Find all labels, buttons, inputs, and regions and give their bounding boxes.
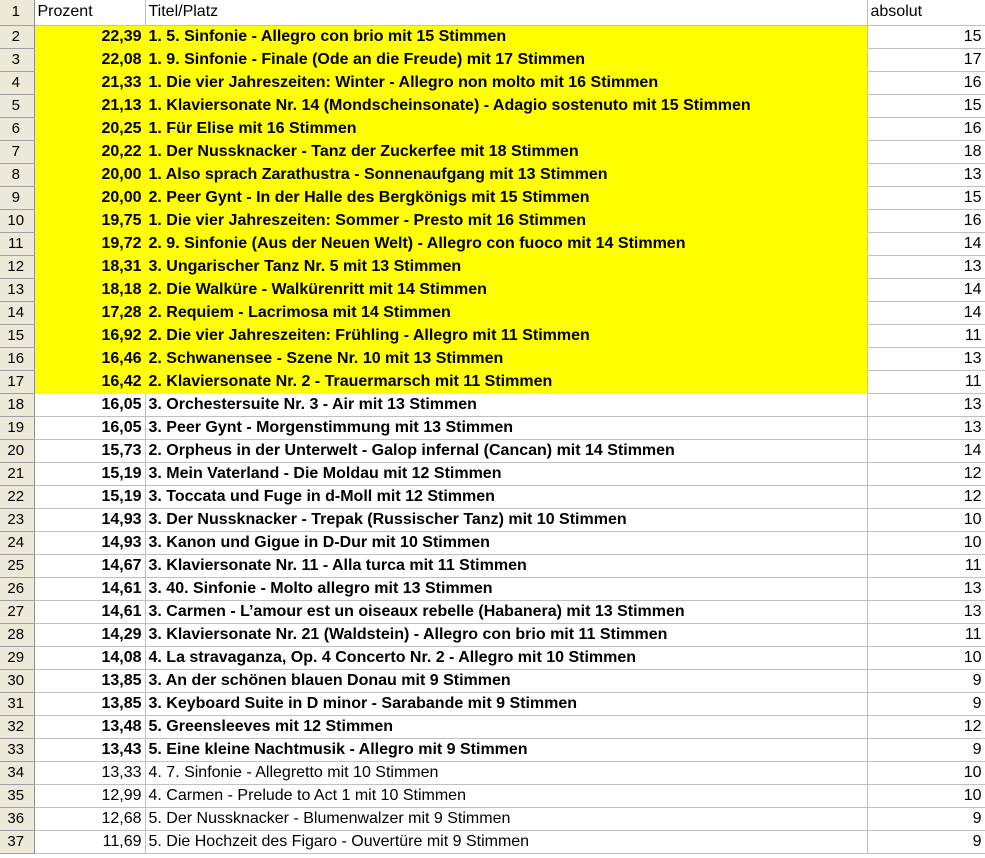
cell-prozent[interactable]: 14,61 bbox=[34, 577, 145, 600]
cell-prozent[interactable]: 13,48 bbox=[34, 715, 145, 738]
cell-titel[interactable]: 2. Orpheus in der Unterwelt - Galop infernal (Cancan) mit 14 Stimmen bbox=[145, 439, 867, 462]
row-header[interactable]: 18 bbox=[0, 393, 34, 416]
cell-absolut[interactable]: 12 bbox=[867, 462, 985, 485]
table-row bbox=[0, 209, 985, 232]
cell-absolut[interactable]: 9 bbox=[867, 807, 985, 830]
row-header[interactable]: 17 bbox=[0, 370, 34, 393]
cell-prozent[interactable]: 17,28 bbox=[34, 301, 145, 324]
cell-prozent[interactable]: 19,72 bbox=[34, 232, 145, 255]
cell-titel[interactable]: 3. Carmen - L’amour est un oiseaux rebelle (Habanera) mit 13 Stimmen bbox=[145, 600, 867, 623]
table-row bbox=[0, 278, 985, 301]
cell-absolut[interactable]: 10 bbox=[867, 761, 985, 784]
table-row bbox=[0, 462, 985, 485]
header-cell-absolut[interactable]: absolut bbox=[867, 0, 985, 25]
cell-prozent[interactable]: 16,42 bbox=[34, 370, 145, 393]
cell-absolut[interactable]: 16 bbox=[867, 209, 985, 232]
row-header[interactable]: 37 bbox=[0, 830, 34, 853]
table-row bbox=[0, 577, 985, 600]
cell-prozent[interactable]: 18,18 bbox=[34, 278, 145, 301]
row-header[interactable]: 32 bbox=[0, 715, 34, 738]
row-header[interactable]: 13 bbox=[0, 278, 34, 301]
cell-titel[interactable]: 1. Der Nussknacker - Tanz der Zuckerfee mit 18 Stimmen bbox=[145, 140, 867, 163]
cell-absolut[interactable]: 14 bbox=[867, 301, 985, 324]
row-header[interactable]: 10 bbox=[0, 209, 34, 232]
cell-absolut[interactable]: 9 bbox=[867, 830, 985, 853]
cell-absolut[interactable]: 13 bbox=[867, 393, 985, 416]
cell-titel[interactable]: 3. Peer Gynt - Morgenstimmung mit 13 Stimmen bbox=[145, 416, 867, 439]
cell-absolut[interactable]: 9 bbox=[867, 669, 985, 692]
row-header[interactable]: 1 bbox=[0, 0, 34, 25]
cell-absolut[interactable]: 13 bbox=[867, 255, 985, 278]
table-row bbox=[0, 761, 985, 784]
cell-absolut[interactable]: 11 bbox=[867, 324, 985, 347]
row-header[interactable]: 24 bbox=[0, 531, 34, 554]
cell-absolut[interactable]: 14 bbox=[867, 232, 985, 255]
row-header[interactable]: 29 bbox=[0, 646, 34, 669]
cell-absolut[interactable]: 12 bbox=[867, 485, 985, 508]
cell-prozent[interactable]: 14,93 bbox=[34, 508, 145, 531]
header-row bbox=[0, 0, 985, 25]
row-header[interactable]: 8 bbox=[0, 163, 34, 186]
cell-titel[interactable]: 3. Orchestersuite Nr. 3 - Air mit 13 Stimmen bbox=[145, 393, 867, 416]
cell-titel[interactable]: 5. Eine kleine Nachtmusik - Allegro mit 9 Stimmen bbox=[145, 738, 867, 761]
cell-absolut[interactable]: 18 bbox=[867, 140, 985, 163]
table-row bbox=[0, 508, 985, 531]
table-row bbox=[0, 301, 985, 324]
cell-prozent[interactable]: 21,33 bbox=[34, 71, 145, 94]
cell-prozent[interactable]: 15,73 bbox=[34, 439, 145, 462]
cell-absolut[interactable]: 10 bbox=[867, 646, 985, 669]
cell-prozent[interactable]: 14,08 bbox=[34, 646, 145, 669]
table-row bbox=[0, 600, 985, 623]
row-header[interactable]: 33 bbox=[0, 738, 34, 761]
row-header[interactable]: 21 bbox=[0, 462, 34, 485]
row-header[interactable]: 30 bbox=[0, 669, 34, 692]
cell-absolut[interactable]: 15 bbox=[867, 186, 985, 209]
cell-absolut[interactable]: 17 bbox=[867, 48, 985, 71]
cell-titel[interactable]: 3. Kanon und Gigue in D-Dur mit 10 Stimmen bbox=[145, 531, 867, 554]
row-header[interactable]: 6 bbox=[0, 117, 34, 140]
cell-prozent[interactable]: 21,13 bbox=[34, 94, 145, 117]
cell-titel[interactable]: 2. Die Walküre - Walkürenritt mit 14 Stimmen bbox=[145, 278, 867, 301]
cell-titel[interactable]: 1. Klaviersonate Nr. 14 (Mondscheinsonate) - Adagio sostenuto mit 15 Stimmen bbox=[145, 94, 867, 117]
row-header[interactable]: 26 bbox=[0, 577, 34, 600]
cell-prozent[interactable]: 13,85 bbox=[34, 669, 145, 692]
cell-absolut[interactable]: 16 bbox=[867, 71, 985, 94]
cell-titel[interactable]: 3. Ungarischer Tanz Nr. 5 mit 13 Stimmen bbox=[145, 255, 867, 278]
row-header[interactable]: 12 bbox=[0, 255, 34, 278]
cell-absolut[interactable]: 9 bbox=[867, 692, 985, 715]
cell-prozent[interactable]: 14,61 bbox=[34, 600, 145, 623]
table-row bbox=[0, 784, 985, 807]
table-row bbox=[0, 531, 985, 554]
table-row bbox=[0, 715, 985, 738]
cell-prozent[interactable]: 16,05 bbox=[34, 416, 145, 439]
table-row bbox=[0, 255, 985, 278]
row-header[interactable]: 16 bbox=[0, 347, 34, 370]
cell-titel[interactable]: 1. Die vier Jahreszeiten: Winter - Allegro non molto mit 16 Stimmen bbox=[145, 71, 867, 94]
cell-prozent[interactable]: 16,92 bbox=[34, 324, 145, 347]
cell-absolut[interactable]: 14 bbox=[867, 439, 985, 462]
row-header[interactable]: 23 bbox=[0, 508, 34, 531]
cell-prozent[interactable]: 16,46 bbox=[34, 347, 145, 370]
cell-absolut[interactable]: 12 bbox=[867, 715, 985, 738]
cell-titel[interactable]: 3. Keyboard Suite in D minor - Sarabande mit 9 Stimmen bbox=[145, 692, 867, 715]
table-row bbox=[0, 669, 985, 692]
cell-prozent[interactable]: 16,05 bbox=[34, 393, 145, 416]
cell-absolut[interactable]: 14 bbox=[867, 278, 985, 301]
table-row bbox=[0, 416, 985, 439]
cell-absolut[interactable]: 16 bbox=[867, 117, 985, 140]
cell-titel[interactable]: 1. Für Elise mit 16 Stimmen bbox=[145, 117, 867, 140]
cell-absolut[interactable]: 11 bbox=[867, 623, 985, 646]
table-row bbox=[0, 94, 985, 117]
row-header[interactable]: 22 bbox=[0, 485, 34, 508]
cell-prozent[interactable]: 18,31 bbox=[34, 255, 145, 278]
cell-prozent[interactable]: 20,00 bbox=[34, 163, 145, 186]
row-header[interactable]: 7 bbox=[0, 140, 34, 163]
cell-titel[interactable]: 4. La stravaganza, Op. 4 Concerto Nr. 2 - Allegro mit 10 Stimmen bbox=[145, 646, 867, 669]
cell-titel[interactable]: 2. Requiem - Lacrimosa mit 14 Stimmen bbox=[145, 301, 867, 324]
table-row bbox=[0, 347, 985, 370]
cell-prozent[interactable]: 12,68 bbox=[34, 807, 145, 830]
cell-absolut[interactable]: 9 bbox=[867, 738, 985, 761]
row-header[interactable]: 36 bbox=[0, 807, 34, 830]
table-row bbox=[0, 554, 985, 577]
cell-titel[interactable]: 2. Klaviersonate Nr. 2 - Trauermarsch mit 11 Stimmen bbox=[145, 370, 867, 393]
cell-titel[interactable]: 5. Greensleeves mit 12 Stimmen bbox=[145, 715, 867, 738]
cell-absolut[interactable]: 13 bbox=[867, 163, 985, 186]
row-header[interactable]: 5 bbox=[0, 94, 34, 117]
cell-prozent[interactable]: 14,29 bbox=[34, 623, 145, 646]
cell-prozent[interactable]: 12,99 bbox=[34, 784, 145, 807]
row-header[interactable]: 19 bbox=[0, 416, 34, 439]
cell-absolut[interactable]: 13 bbox=[867, 577, 985, 600]
cell-titel[interactable]: 2. Die vier Jahreszeiten: Frühling - Allegro mit 11 Stimmen bbox=[145, 324, 867, 347]
row-header[interactable]: 15 bbox=[0, 324, 34, 347]
table-row bbox=[0, 623, 985, 646]
cell-titel[interactable]: 3. An der schönen blauen Donau mit 9 Stimmen bbox=[145, 669, 867, 692]
table-row bbox=[0, 646, 985, 669]
cell-titel[interactable]: 1. 9. Sinfonie - Finale (Ode an die Freude) mit 17 Stimmen bbox=[145, 48, 867, 71]
table-row bbox=[0, 807, 985, 830]
cell-absolut[interactable]: 13 bbox=[867, 600, 985, 623]
cell-absolut[interactable]: 15 bbox=[867, 94, 985, 117]
table-row bbox=[0, 140, 985, 163]
cell-titel[interactable]: 5. Der Nussknacker - Blumenwalzer mit 9 Stimmen bbox=[145, 807, 867, 830]
cell-prozent[interactable]: 13,33 bbox=[34, 761, 145, 784]
cell-titel[interactable]: 3. Toccata und Fuge in d-Moll mit 12 Stimmen bbox=[145, 485, 867, 508]
cell-prozent[interactable]: 15,19 bbox=[34, 485, 145, 508]
cell-absolut[interactable]: 11 bbox=[867, 554, 985, 577]
table-row bbox=[0, 163, 985, 186]
cell-prozent[interactable]: 11,69 bbox=[34, 830, 145, 853]
header-cell-titel[interactable]: Titel/Platz bbox=[145, 0, 867, 25]
table-row bbox=[0, 324, 985, 347]
row-header[interactable]: 34 bbox=[0, 761, 34, 784]
table-row bbox=[0, 738, 985, 761]
cell-titel[interactable]: 3. Klaviersonate Nr. 11 - Alla turca mit 11 Stimmen bbox=[145, 554, 867, 577]
row-header[interactable]: 3 bbox=[0, 48, 34, 71]
table-row bbox=[0, 25, 985, 48]
row-header[interactable]: 25 bbox=[0, 554, 34, 577]
cell-prozent[interactable]: 20,22 bbox=[34, 140, 145, 163]
cell-prozent[interactable]: 13,85 bbox=[34, 692, 145, 715]
cell-prozent[interactable]: 14,93 bbox=[34, 531, 145, 554]
table-row bbox=[0, 48, 985, 71]
header-cell-prozent[interactable]: Prozent bbox=[34, 0, 145, 25]
row-header[interactable]: 35 bbox=[0, 784, 34, 807]
row-header[interactable]: 2 bbox=[0, 25, 34, 48]
cell-absolut[interactable]: 13 bbox=[867, 347, 985, 370]
cell-prozent[interactable]: 20,00 bbox=[34, 186, 145, 209]
table-row bbox=[0, 232, 985, 255]
row-header[interactable]: 14 bbox=[0, 301, 34, 324]
table-row bbox=[0, 370, 985, 393]
cell-absolut[interactable]: 10 bbox=[867, 508, 985, 531]
row-header[interactable]: 9 bbox=[0, 186, 34, 209]
cell-absolut[interactable]: 15 bbox=[867, 25, 985, 48]
table-row bbox=[0, 186, 985, 209]
cell-titel[interactable]: 1. Also sprach Zarathustra - Sonnenaufgang mit 13 Stimmen bbox=[145, 163, 867, 186]
table-row bbox=[0, 830, 985, 853]
cell-titel[interactable]: 1. Die vier Jahreszeiten: Sommer - Presto mit 16 Stimmen bbox=[145, 209, 867, 232]
cell-titel[interactable]: 2. Schwanensee - Szene Nr. 10 mit 13 Stimmen bbox=[145, 347, 867, 370]
cell-absolut[interactable]: 11 bbox=[867, 370, 985, 393]
cell-titel[interactable]: 4. Carmen - Prelude to Act 1 mit 10 Stimmen bbox=[145, 784, 867, 807]
table-row bbox=[0, 393, 985, 416]
table-row bbox=[0, 71, 985, 94]
table-row bbox=[0, 485, 985, 508]
row-header[interactable]: 31 bbox=[0, 692, 34, 715]
cell-titel[interactable]: 4. 7. Sinfonie - Allegretto mit 10 Stimmen bbox=[145, 761, 867, 784]
cell-prozent[interactable]: 14,67 bbox=[34, 554, 145, 577]
cell-prozent[interactable]: 22,08 bbox=[34, 48, 145, 71]
cell-absolut[interactable]: 13 bbox=[867, 416, 985, 439]
row-header[interactable]: 11 bbox=[0, 232, 34, 255]
row-header[interactable]: 20 bbox=[0, 439, 34, 462]
row-header[interactable]: 28 bbox=[0, 623, 34, 646]
cell-titel[interactable]: 2. Peer Gynt - In der Halle des Bergkönigs mit 15 Stimmen bbox=[145, 186, 867, 209]
table-row bbox=[0, 692, 985, 715]
cell-titel[interactable]: 3. Der Nussknacker - Trepak (Russischer Tanz) mit 10 Stimmen bbox=[145, 508, 867, 531]
table-row bbox=[0, 117, 985, 140]
cell-prozent[interactable]: 22,39 bbox=[34, 25, 145, 48]
cell-titel[interactable]: 5. Die Hochzeit des Figaro - Ouvertüre mit 9 Stimmen bbox=[145, 830, 867, 853]
row-header[interactable]: 4 bbox=[0, 71, 34, 94]
cell-absolut[interactable]: 10 bbox=[867, 531, 985, 554]
cell-absolut[interactable]: 10 bbox=[867, 784, 985, 807]
cell-prozent[interactable]: 19,75 bbox=[34, 209, 145, 232]
cell-prozent[interactable]: 13,43 bbox=[34, 738, 145, 761]
cell-titel[interactable]: 3. 40. Sinfonie - Molto allegro mit 13 Stimmen bbox=[145, 577, 867, 600]
table-row bbox=[0, 439, 985, 462]
cell-titel[interactable]: 3. Mein Vaterland - Die Moldau mit 12 Stimmen bbox=[145, 462, 867, 485]
cell-titel[interactable]: 3. Klaviersonate Nr. 21 (Waldstein) - Allegro con brio mit 11 Stimmen bbox=[145, 623, 867, 646]
cell-prozent[interactable]: 15,19 bbox=[34, 462, 145, 485]
cell-titel[interactable]: 1. 5. Sinfonie - Allegro con brio mit 15 Stimmen bbox=[145, 25, 867, 48]
row-header[interactable]: 27 bbox=[0, 600, 34, 623]
cell-prozent[interactable]: 20,25 bbox=[34, 117, 145, 140]
cell-titel[interactable]: 2. 9. Sinfonie (Aus der Neuen Welt) - Allegro con fuoco mit 14 Stimmen bbox=[145, 232, 867, 255]
